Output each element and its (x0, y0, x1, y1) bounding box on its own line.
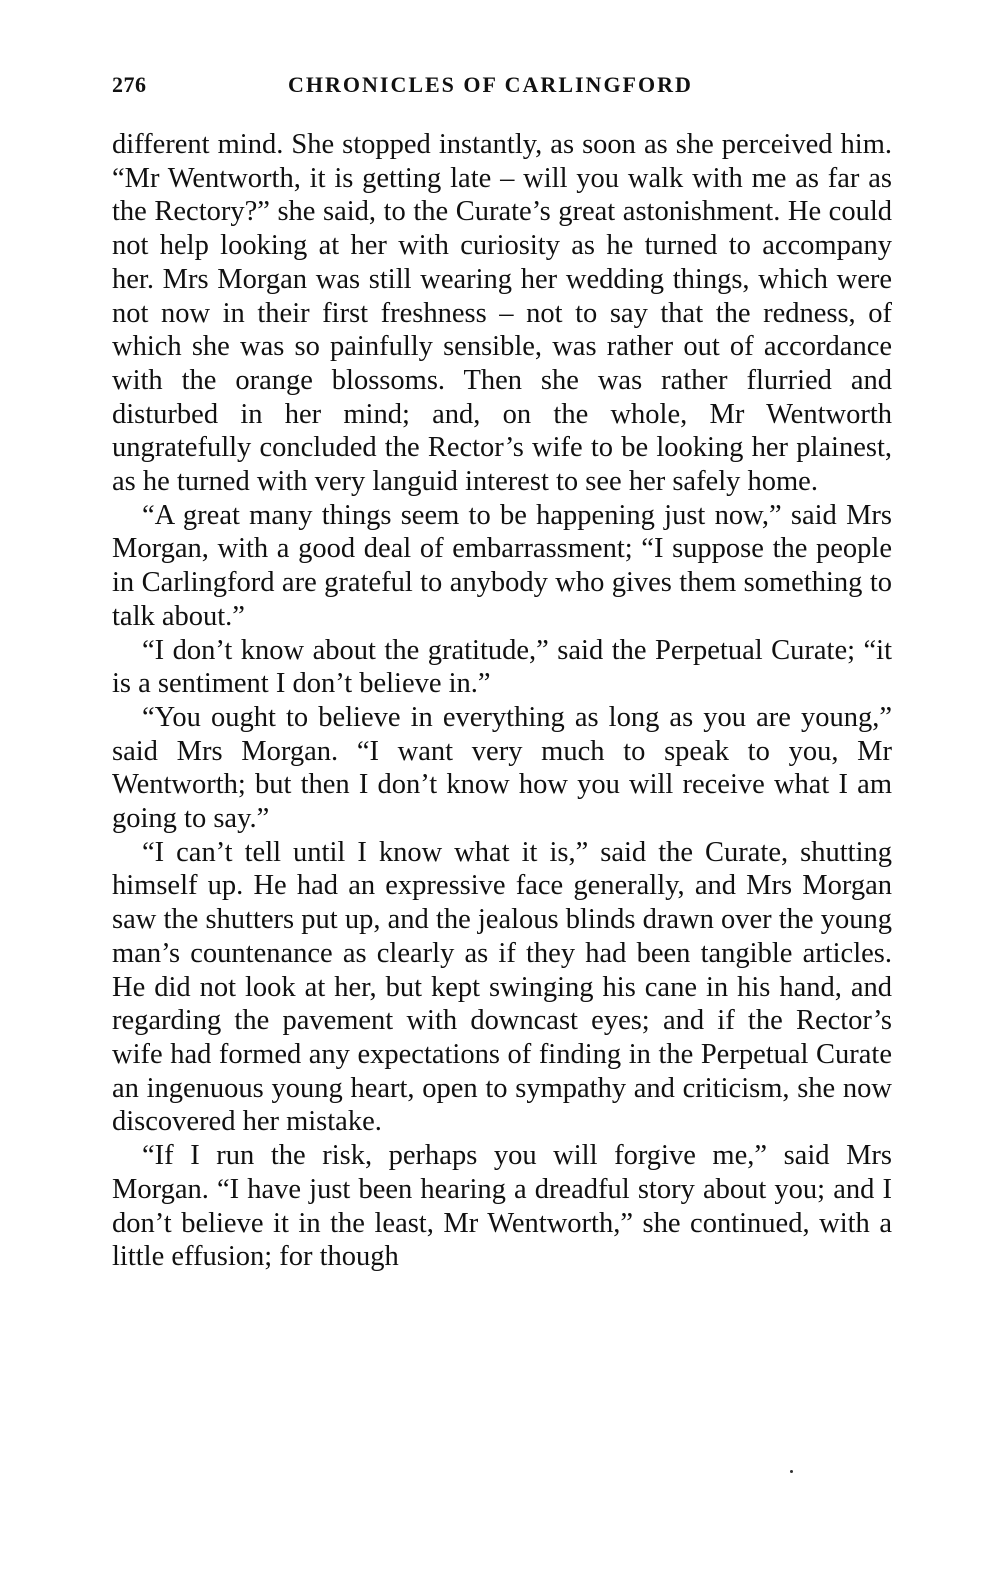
paragraph: “I can’t tell until I know what it is,” said the Curate, shutting himself up. He had an expressive face generally, and Mrs Morgan saw the shutters put up, and the jealous blinds drawn over the young man’s countenance as clearly as if they had been tangible articles. He did not look at her, but kept swinging his cane in his hand, and regarding the pavement with downcast eyes; and if the Rector’s wife had formed any expectations of finding in the Perpetual Curate an ingenuous young heart, open to sympathy and criticism, she now discovered her mistake. (112, 836, 892, 1138)
paragraph: “You ought to believe in everything as long as you are young,” said Mrs Morgan. “I want very much to speak to you, Mr Wentworth; but then I don’t know how you will receive what I am going to say.” (112, 701, 892, 835)
book-title: CHRONICLES OF CARLINGFORD (288, 72, 693, 97)
paragraph: different mind. She stopped instantly, as soon as she perceived him. “Mr Wentworth, it is getting late – will you walk with me as far as the Rectory?” she said, to the Curate’s great astonishment. He could not help looking at her with curiosity as he turned to accompany her. Mrs Morgan was still wearing her wedding things, which were not now in their first freshness – not to say that the redness, of which she was so painfully sensible, was rather out of accordance with the orange blossoms. Then she was rather flurried and disturbed in her mind; and, on the whole, Mr Wentworth ungratefully concluded the Rector’s wife to be looking her plainest, as he turned with very languid interest to see her safely home. (112, 129, 892, 498)
body-text (112, 128, 892, 1274)
paragraph: “If I run the risk, perhaps you will forgive me,” said Mrs Morgan. “I have just been hearing a dreadful story about you; and I don’t believe it in the least, Mr Wentworth,” she continued, with a little effusion; for though (112, 1140, 892, 1273)
paragraph: “A great many things seem to be happening just now,” said Mrs Morgan, with a good deal of embarrassment; “I suppose the people in Carlingford are grateful to anybody who gives them something to talk about.” (112, 499, 892, 632)
print-speck (790, 1470, 793, 1473)
running-header (112, 72, 892, 106)
page-number: 276 (112, 72, 147, 97)
paragraph: “I don’t know about the gratitude,” said the Perpetual Curate; “it is a sentiment I don’t believe in.” (112, 634, 892, 700)
